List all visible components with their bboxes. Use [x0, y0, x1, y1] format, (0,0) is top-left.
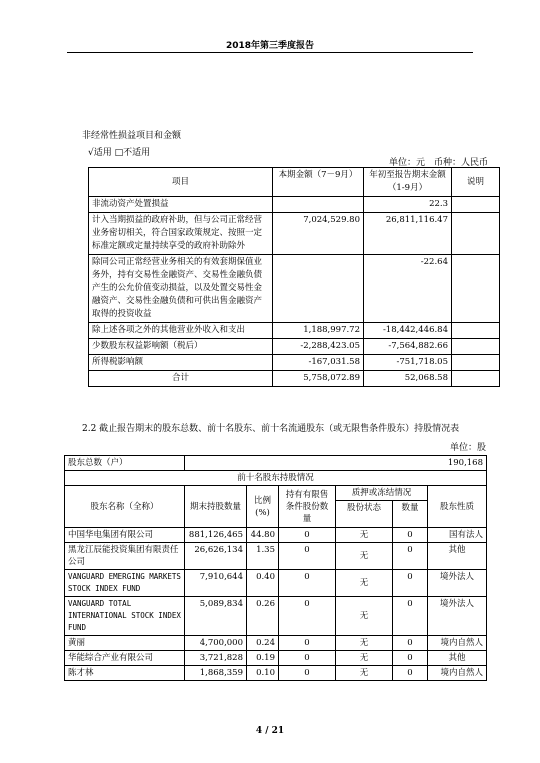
top10-label: 前十名股东持股情况: [65, 471, 487, 486]
holder-nature: 国有法人: [428, 528, 487, 543]
table-row: [65, 651, 487, 666]
th-item: 项目: [89, 168, 273, 197]
table-row: [89, 213, 500, 255]
holder-nature: 其他: [428, 651, 487, 666]
current-cell: [273, 255, 364, 323]
holder-name: 华能综合产业有限公司: [65, 651, 185, 666]
current-cell: -167,031.58: [273, 355, 364, 371]
holder-ratio: 0.26: [247, 597, 279, 636]
holder-ratio: 0.10: [247, 666, 279, 681]
ytd-cell: -7,564,882.66: [364, 339, 452, 355]
note-cell: [452, 323, 500, 339]
note-cell: [452, 371, 500, 387]
holder-shares: 7,910,644: [185, 570, 247, 597]
current-cell: 1,188,997.72: [273, 323, 364, 339]
current-cell: -2,288,423.05: [273, 339, 364, 355]
holder-status: 无: [336, 666, 393, 681]
holder-count: 0: [393, 636, 428, 651]
item-cell: 合计: [89, 371, 273, 387]
th-count: 数量: [393, 501, 428, 528]
applicable-options: √适用 □不适用: [88, 148, 151, 158]
note-cell: [452, 255, 500, 323]
non-recurring-items-table: [88, 167, 500, 387]
item-cell: 除上述各项之外的其他营业外收入和支出: [89, 323, 273, 339]
holder-count: 0: [393, 528, 428, 543]
holder-shares: 26,626,134: [185, 543, 247, 570]
section2-unit: 单位：股: [449, 443, 486, 453]
ytd-cell: 22.3: [364, 197, 452, 213]
holder-name: 中国华电集团有限公司: [65, 528, 185, 543]
holder-nature: 境外法人: [428, 597, 487, 636]
item-cell: 少数股东权益影响额（税后）: [89, 339, 273, 355]
holder-count: 0: [393, 570, 428, 597]
item-cell: 计入当期损益的政府补助，但与公司正常经营业务密切相关，符合国家政策规定、按照一定标准定额或定量持续享受的政府补助除外: [89, 213, 273, 255]
total-shareholders-label: 股东总数（户）: [65, 456, 185, 471]
note-cell: [452, 197, 500, 213]
table-row: [65, 636, 487, 651]
note-cell: [452, 213, 500, 255]
holder-shares: 1,868,359: [185, 666, 247, 681]
holder-restricted: 0: [279, 666, 336, 681]
section1-title: 非经常性损益项目和金额: [82, 131, 182, 141]
holder-restricted: 0: [279, 528, 336, 543]
holder-count: 0: [393, 666, 428, 681]
holder-ratio: 1.35: [247, 543, 279, 570]
holder-ratio: 0.40: [247, 570, 279, 597]
holder-shares: 5,089,834: [185, 597, 247, 636]
holder-name: 黑龙江辰能投资集团有限责任公司: [65, 543, 185, 570]
table-row: [65, 570, 487, 597]
holder-name: VANGUARD EMERGING MARKETS STOCK INDEX FUND: [65, 570, 185, 597]
header-divider: [67, 52, 473, 53]
holder-ratio: 0.24: [247, 636, 279, 651]
holder-status: 无: [336, 570, 393, 597]
holder-name: 黄丽: [65, 636, 185, 651]
table-row: [65, 528, 487, 543]
current-cell: 7,024,529.80: [273, 213, 364, 255]
th-shares: 期末持股数量: [185, 486, 247, 528]
table-row: [89, 355, 500, 371]
item-cell: 所得税影响额: [89, 355, 273, 371]
holder-restricted: 0: [279, 570, 336, 597]
th-note: 说明: [452, 168, 500, 197]
holder-name: 陈才林: [65, 666, 185, 681]
table-row: [89, 255, 500, 323]
note-cell: [452, 355, 500, 371]
ytd-cell: 52,068.58: [364, 371, 452, 387]
holder-status: 无: [336, 543, 393, 570]
holder-count: 0: [393, 651, 428, 666]
holder-ratio: 44.80: [247, 528, 279, 543]
total-shareholders-value: 190,168: [185, 456, 487, 471]
holder-nature: 境内自然人: [428, 666, 487, 681]
holder-shares: 881,126,465: [185, 528, 247, 543]
report-header-title: 2018年第三季度报告: [225, 41, 315, 51]
holder-count: 0: [393, 543, 428, 570]
page-number: 4 / 21: [255, 726, 285, 736]
holder-count: 0: [393, 597, 428, 636]
ytd-cell: 26,811,116.47: [364, 213, 452, 255]
holder-shares: 3,721,828: [185, 651, 247, 666]
th-nature: 股东性质: [428, 486, 487, 528]
shareholders-table: [64, 455, 487, 681]
table-row: [65, 666, 487, 681]
item-cell: 非流动资产处置损益: [89, 197, 273, 213]
table-row: [65, 543, 487, 570]
th-name: 股东名称（全称）: [65, 486, 185, 528]
th-status: 股份状态: [336, 501, 393, 528]
section1-unit: 单位：元 币种：人民币: [388, 158, 488, 168]
holder-restricted: 0: [279, 636, 336, 651]
holder-nature: 境内自然人: [428, 636, 487, 651]
current-cell: [273, 197, 364, 213]
holder-nature: 境外法人: [428, 570, 487, 597]
table-row: [65, 597, 487, 636]
section2-title: 2.2 截止报告期末的股东总数、前十名股东、前十名流通股东（或无限售条件股东）持股情况表: [82, 424, 460, 434]
holder-shares: 4,700,000: [185, 636, 247, 651]
th-ytd: 年初至报告期末金额（1-9月）: [364, 168, 452, 197]
holder-name: VANGUARD TOTAL INTERNATIONAL STOCK INDEX FUND: [65, 597, 185, 636]
table-row: [89, 197, 500, 213]
ytd-cell: -22.64: [364, 255, 452, 323]
th-ratio: 比例(%): [247, 486, 279, 528]
table-row: [89, 323, 500, 339]
th-restricted: 持有有限售条件股份数量: [279, 486, 336, 528]
holder-status: 无: [336, 528, 393, 543]
ytd-cell: -18,442,446.84: [364, 323, 452, 339]
table-row: [89, 339, 500, 355]
holder-status: 无: [336, 636, 393, 651]
th-pledge: 质押或冻结情况: [336, 486, 428, 501]
holder-status: 无: [336, 597, 393, 636]
item-cell: 除同公司正常经营业务相关的有效套期保值业务外，持有交易性金融资产、交易性金融负债产生的公允价值变动损益，以及处置交易性金融资产、交易性金融负债和可供出售金融资产取得的投资收益: [89, 255, 273, 323]
holder-restricted: 0: [279, 543, 336, 570]
holder-restricted: 0: [279, 597, 336, 636]
holder-nature: 其他: [428, 543, 487, 570]
holder-ratio: 0.19: [247, 651, 279, 666]
holder-status: 无: [336, 651, 393, 666]
table-row-total: [89, 371, 500, 387]
holder-restricted: 0: [279, 651, 336, 666]
note-cell: [452, 339, 500, 355]
current-cell: 5,758,072.89: [273, 371, 364, 387]
ytd-cell: -751,718.05: [364, 355, 452, 371]
th-current: 本期金额（7－9月）: [273, 168, 364, 197]
